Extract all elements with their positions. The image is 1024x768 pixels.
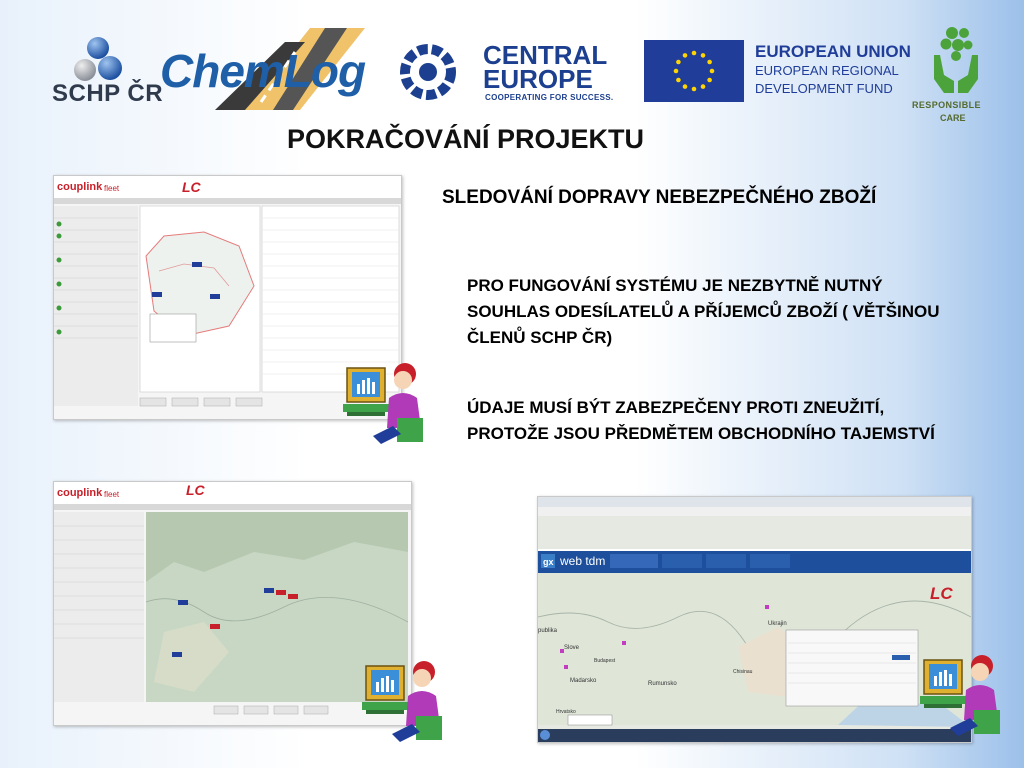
- couplink-brand: couplink: [57, 487, 103, 499]
- map-label: Ukrajin: [768, 621, 787, 627]
- lc-badge: LC: [186, 482, 205, 498]
- paragraph-consent: PRO FUNGOVÁNÍ SYSTÉMU JE NEZBYTNĚ NUTNÝ SOUHLAS ODESÍLATELŮ A PŘÍJEMCŮ ZBOŽÍ ( VĚTŠINOU ČLENŮ SCHP ČR): [467, 276, 940, 347]
- webtdm-brand: web tdm: [560, 554, 606, 568]
- responsible-care-hands-icon: [930, 25, 982, 95]
- eu-title: EUROPEAN UNION: [755, 42, 911, 61]
- central-europe-tagline: COOPERATING FOR SUCCESS.: [485, 93, 614, 102]
- eu-stars-flag-icon: [644, 40, 744, 102]
- computer-operator-icon: [362, 656, 448, 742]
- responsible-care-text-1: RESPONSIBLE: [912, 100, 981, 110]
- map-label: Hrvatsko: [556, 709, 576, 715]
- paragraph-security: ÚDAJE MUSÍ BÝT ZABEZPEČENY PROTI ZNEUŽITÍ, PROTOŽE JSOU PŘEDMĚTEM OBCHODNÍHO TAJEMSTVÍ: [467, 398, 935, 443]
- map-label: Chisinau: [733, 669, 753, 675]
- page-title: POKRAČOVÁNÍ PROJEKTU: [287, 124, 645, 154]
- schp-molecule-icon: [72, 36, 128, 86]
- computer-operator-icon: [920, 650, 1006, 736]
- couplink-brand-suffix: fleet: [104, 490, 120, 499]
- lc-badge: LC: [182, 179, 201, 195]
- eu-subtitle-2: DEVELOPMENT FUND: [755, 81, 893, 96]
- couplink-brand: couplink: [57, 181, 103, 193]
- chemlog-logo-text: ChemLog: [160, 45, 366, 97]
- map-label: Madarsko: [570, 678, 597, 684]
- map-label: Rumunsko: [648, 681, 677, 687]
- section-subtitle: SLEDOVÁNÍ DOPRAVY NEBEZPEČNÉHO ZBOŽÍ: [442, 187, 877, 208]
- map-label: Slove: [564, 645, 580, 651]
- schp-logo-text: SCHP ČR: [52, 80, 164, 107]
- computer-operator-icon: [343, 358, 429, 444]
- webtdm-screenshot: [537, 496, 972, 743]
- eu-subtitle-1: EUROPEAN REGIONAL: [755, 63, 899, 78]
- central-europe-title-2: EUROPE: [483, 64, 593, 94]
- central-europe-ring-icon: [396, 42, 460, 102]
- map-label: publika: [538, 628, 558, 634]
- responsible-care-text-2: CARE: [940, 113, 966, 123]
- couplink-brand-suffix: fleet: [104, 184, 120, 193]
- webtdm-badge: gx: [543, 557, 554, 567]
- map-label: Budapest: [594, 658, 616, 664]
- couplink-screenshot-2: [53, 481, 412, 726]
- central-europe-title-1: CENTRAL: [483, 40, 608, 70]
- lc-badge: LC: [930, 584, 953, 603]
